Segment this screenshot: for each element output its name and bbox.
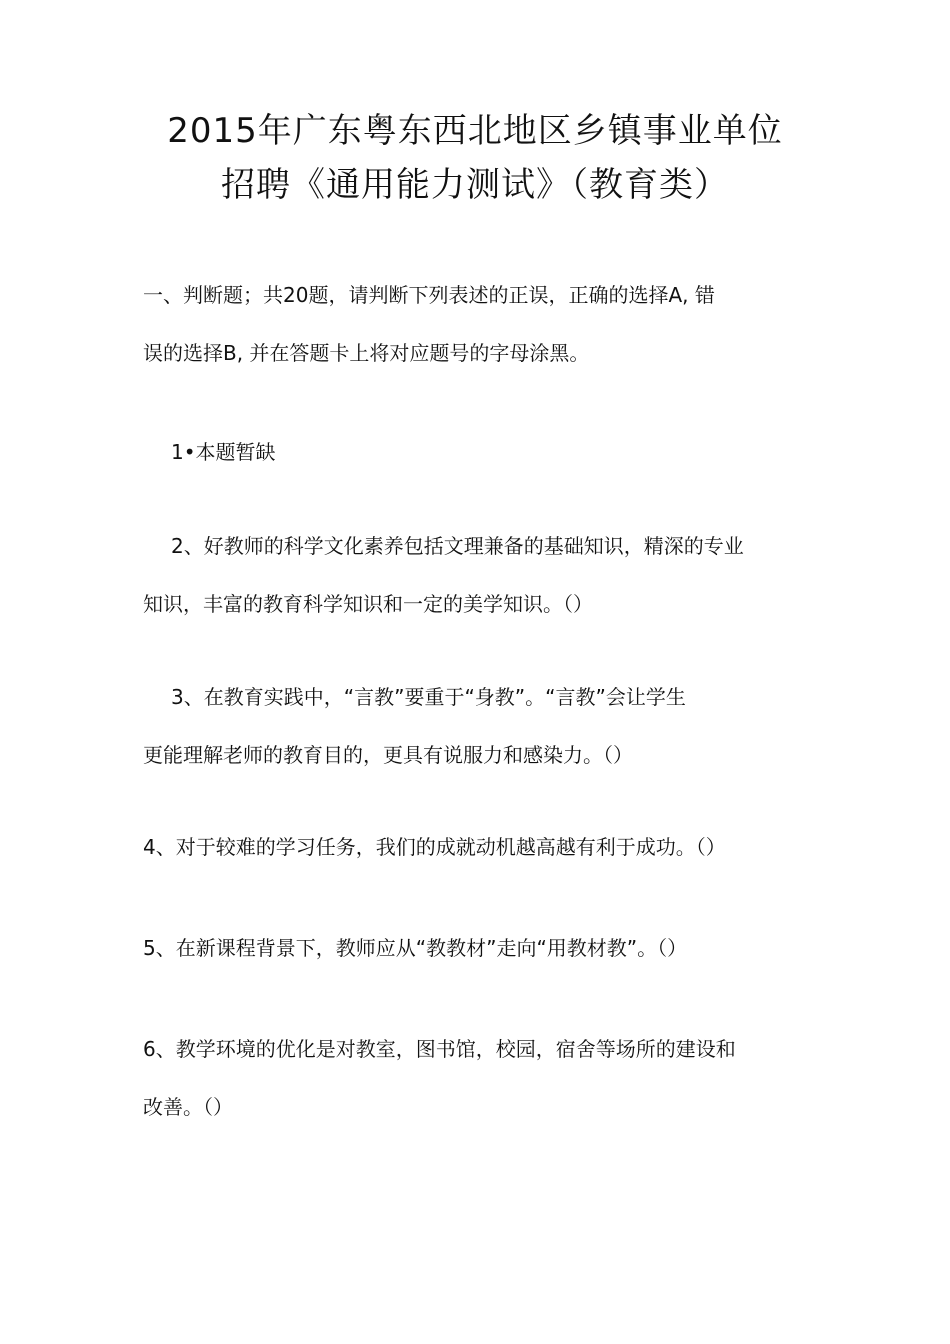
question-3-line-2: 更能理解老师的教育目的，更具有说服力和感染力。（）: [143, 743, 633, 767]
question-6: [143, 1020, 823, 1136]
question-5-line-1: 5、在新课程背景下，教师应从“教教材”走向“用教材教”。（）: [143, 936, 688, 960]
question-6-line-2: 改善。（）: [143, 1095, 233, 1119]
question-3: [143, 668, 823, 784]
question-5: [143, 919, 823, 977]
question-2-line-2: 知识，丰富的教育科学知识和一定的美学知识。（）: [143, 592, 593, 616]
question-6-line-1: 6、教学环境的优化是对教室，图书馆，校园，宿舍等场所的建设和: [143, 1037, 736, 1061]
document-title-line-1: 2015年广东粤东西北地区乡镇事业单位: [167, 111, 783, 151]
section-instructions: [143, 266, 823, 382]
question-4-line-1: 4、对于较难的学习任务，我们的成就动机越高越有利于成功。（）: [143, 835, 726, 859]
question-1-line-1: 1•本题暂缺: [171, 440, 276, 464]
document-title-line-2: 招聘《通用能力测试》（教育类）: [221, 165, 729, 205]
question-2-line-1: 2、好教师的科学文化素养包括文理兼备的基础知识，精深的专业: [171, 534, 744, 558]
question-3-line-1: 3、在教育实践中，“言教”要重于“身教”。“言教”会让学生: [171, 685, 686, 709]
question-2: [143, 517, 823, 633]
section-instructions-line-2: 误的选择B, 并在答题卡上将对应题号的字母涂黑。: [143, 341, 590, 365]
question-1: [143, 423, 823, 481]
question-4: [143, 818, 823, 876]
section-instructions-line-1: 一、判断题；共20题，请判断下列表述的正误，正确的选择A, 错: [143, 283, 715, 307]
